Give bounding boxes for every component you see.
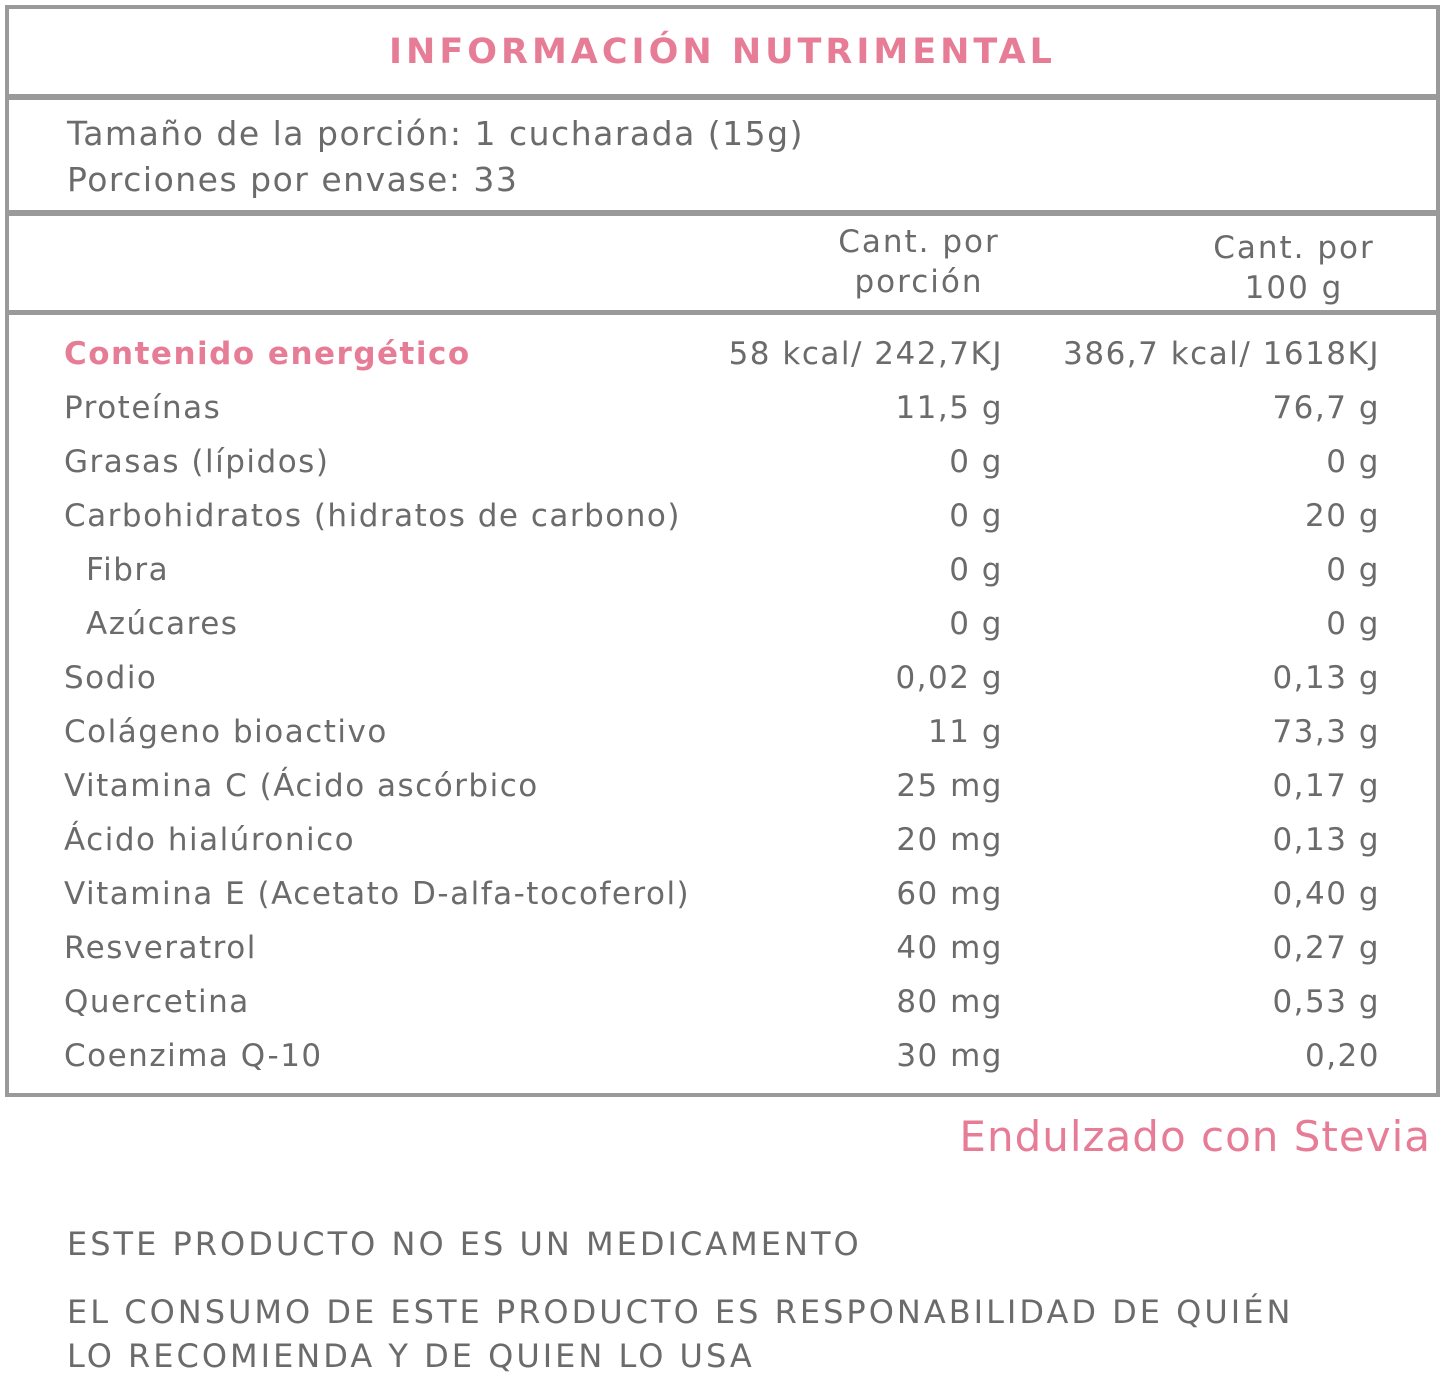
nutrient-per-100g: 0 g [1326,606,1380,642]
per-serving-header [829,222,1009,302]
nutrient-per-serving: 60 mg [896,876,1003,912]
nutrient-per-100g: 20 g [1305,498,1380,534]
per-100g-header-line1: Cant. por [1213,230,1375,266]
nutrient-per-serving: 58 kcal/ 242,7KJ [728,336,1003,372]
serving-info [9,100,1436,216]
sweetener-note: Endulzado con Stevia [959,1112,1431,1161]
nutrient-name: Coenzima Q-10 [64,1038,323,1074]
nutrient-per-100g: 0,40 g [1272,876,1380,912]
nutrient-name: Quercetina [64,984,250,1020]
nutrient-row-quercetin [9,975,1436,1029]
nutrient-name: Grasas (lípidos) [64,444,330,480]
nutrient-name: Carbohidratos (hidratos de carbono) [64,498,681,534]
nutrient-name: Ácido hialúronico [64,822,356,858]
nutrient-row-vitamin-c [9,759,1436,813]
nutrient-name: Contenido energético [64,336,471,372]
column-headers [9,216,1436,315]
nutrient-per-100g: 386,7 kcal/ 1618KJ [1063,336,1380,372]
nutrient-row-fiber [9,543,1436,597]
nutrient-per-100g: 0 g [1326,552,1380,588]
nutrient-per-serving: 0,02 g [895,660,1003,696]
nutrient-row-fat [9,435,1436,489]
nutrient-row-hyaluronic-acid [9,813,1436,867]
serving-size: Tamaño de la porción: 1 cucharada (15g) [67,114,804,153]
per-serving-header-line1: Cant. por [838,224,1000,260]
notice-responsibility-line2: LO RECOMIENDA Y DE QUIEN LO USA [67,1337,755,1375]
title-row [9,9,1436,100]
label-title: INFORMACIÓN NUTRIMENTAL [389,31,1056,72]
nutrient-name: Sodio [64,660,158,696]
nutrient-per-100g: 73,3 g [1272,714,1380,750]
per-serving-header-line2: porción [854,264,984,300]
nutrient-name: Fibra [86,552,170,588]
nutrient-per-100g: 0,27 g [1272,930,1380,966]
nutrient-name: Azúcares [86,606,239,642]
nutrient-per-serving: 0 g [949,606,1003,642]
nutrient-per-100g: 0,13 g [1272,822,1380,858]
nutrient-row-sugars [9,597,1436,651]
nutrient-per-100g: 0,17 g [1272,768,1380,804]
nutrient-row-vitamin-e [9,867,1436,921]
nutrient-per-serving: 25 mg [896,768,1003,804]
servings-per-container: Porciones por envase: 33 [67,160,519,199]
nutrient-row-coenzyme-q10 [9,1029,1436,1083]
nutrient-per-serving: 0 g [949,552,1003,588]
per-100g-header [1204,228,1384,308]
notice-not-medicine: ESTE PRODUCTO NO ES UN MEDICAMENTO [67,1225,862,1263]
nutrition-label [5,5,1440,1097]
nutrient-per-serving: 11,5 g [895,390,1003,426]
nutrient-per-serving: 11 g [928,714,1003,750]
nutrient-per-serving: 0 g [949,444,1003,480]
nutrient-per-serving: 20 mg [896,822,1003,858]
nutrient-per-serving: 40 mg [896,930,1003,966]
nutrient-per-100g: 76,7 g [1272,390,1380,426]
nutrient-per-100g: 0,53 g [1272,984,1380,1020]
nutrient-name: Vitamina C (Ácido ascórbico [64,768,539,804]
nutrient-row-resveratrol [9,921,1436,975]
nutrient-per-100g: 0,13 g [1272,660,1380,696]
nutrient-per-serving: 30 mg [896,1038,1003,1074]
nutrient-name: Colágeno bioactivo [64,714,388,750]
nutrient-row-carbohydrates [9,489,1436,543]
nutrient-name: Resveratrol [64,930,257,966]
nutrient-per-100g: 0,20 [1304,1038,1380,1074]
nutrient-row-protein [9,381,1436,435]
notice-responsibility-line1: EL CONSUMO DE ESTE PRODUCTO ES RESPONABILIDAD DE QUIÉN [67,1293,1294,1331]
nutrient-row-sodium [9,651,1436,705]
per-100g-header-line2: 100 g [1244,270,1344,306]
nutrient-row-energy [9,327,1436,381]
nutrient-per-serving: 80 mg [896,984,1003,1020]
nutrient-per-100g: 0 g [1326,444,1380,480]
nutrient-per-serving: 0 g [949,498,1003,534]
nutrient-name: Vitamina E (Acetato D-alfa-tocoferol) [64,876,691,912]
nutrient-name: Proteínas [64,390,222,426]
nutrient-row-collagen [9,705,1436,759]
